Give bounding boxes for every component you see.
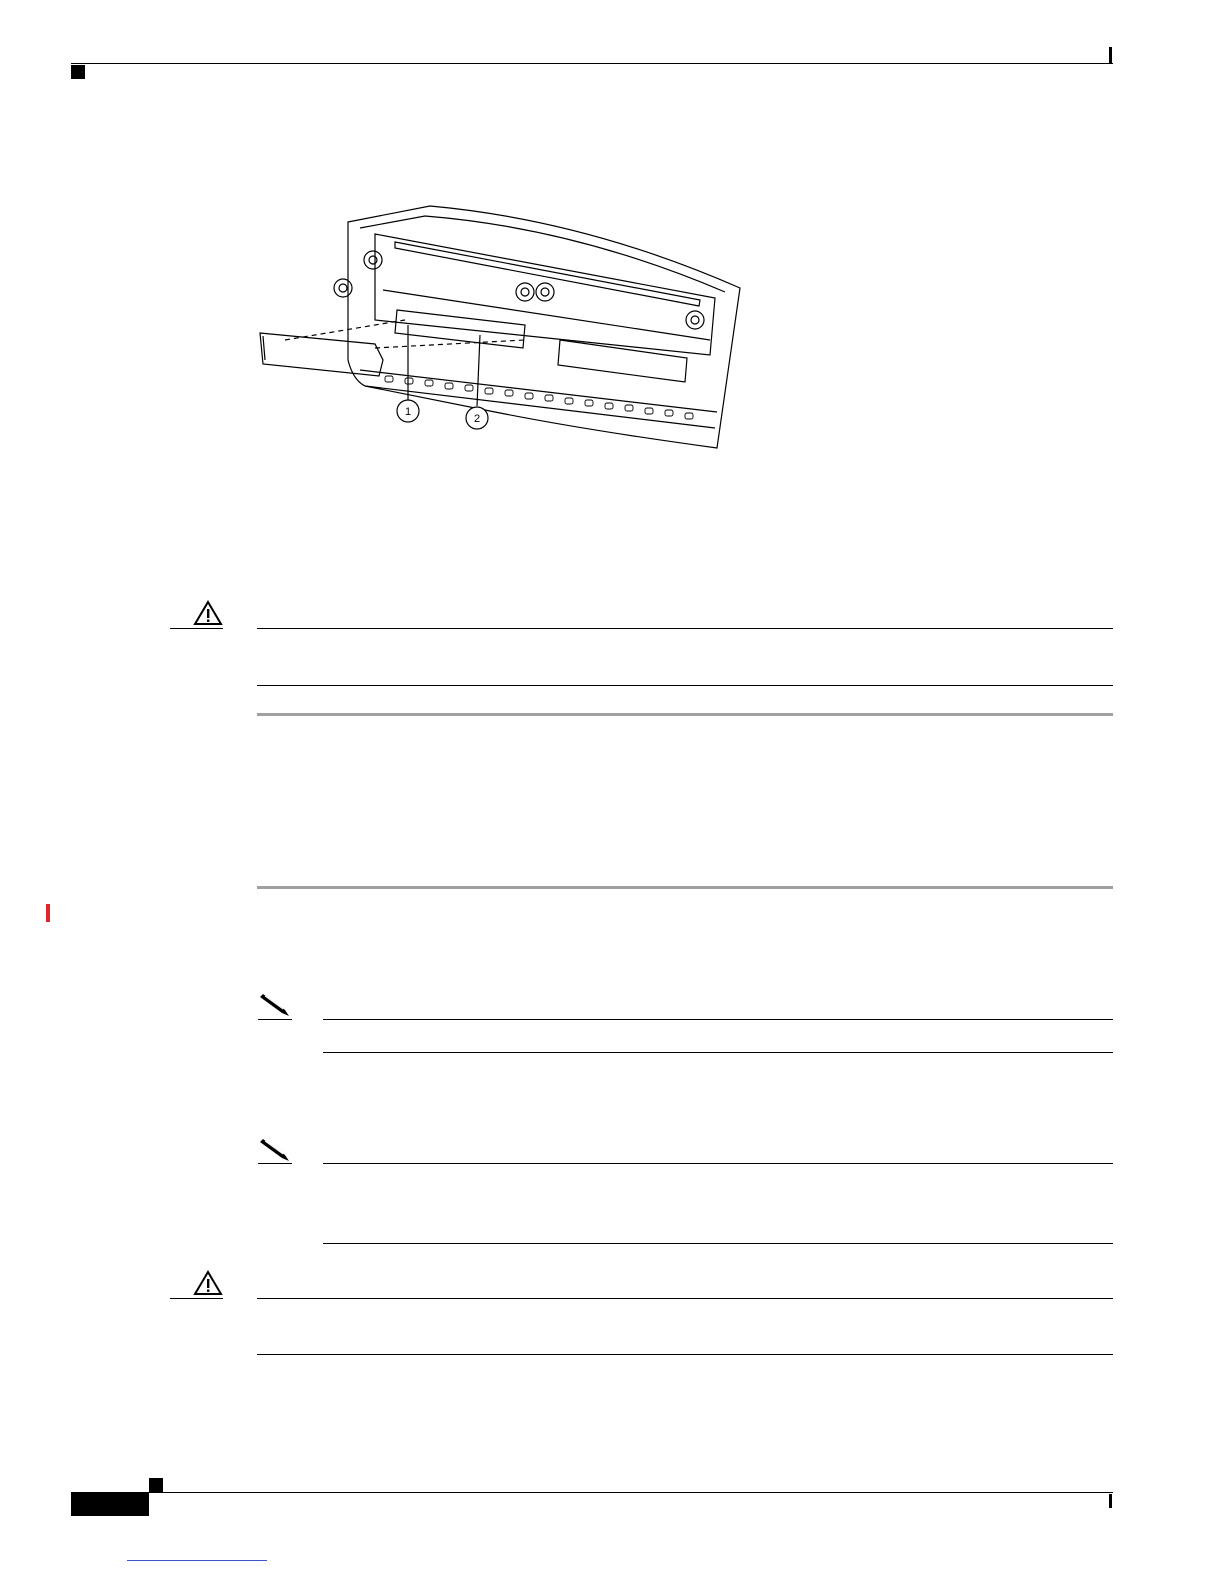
procedure-top-rule [257, 713, 1113, 716]
note-1-underline [258, 1019, 292, 1020]
svg-text:2: 2 [473, 413, 481, 425]
footer-rule [149, 1492, 1113, 1493]
callout-1 [397, 400, 419, 422]
note-2-underline [258, 1163, 292, 1164]
note-2-bottom-rule [323, 1243, 1113, 1244]
note-pencil-icon [259, 1135, 293, 1163]
footer-link[interactable] [127, 1546, 267, 1561]
procedure-bottom-rule [257, 886, 1113, 889]
caution-1-top-rule [257, 628, 1113, 629]
caution-2-top-rule [257, 1298, 1113, 1299]
note-pencil-icon [259, 990, 293, 1018]
header-rule [71, 63, 1113, 64]
header-end-tick [1109, 47, 1112, 63]
note-1-bottom-rule [323, 1052, 1113, 1053]
header-corner-mark [71, 65, 85, 79]
caution-1-bottom-rule [257, 685, 1113, 686]
change-bar [46, 904, 50, 922]
caution-1-underline [170, 628, 223, 629]
blank-faceplate [260, 333, 383, 376]
footer-end-tick [1109, 1494, 1112, 1508]
note-2-top-rule [323, 1163, 1113, 1164]
footer-page-tab [71, 1492, 149, 1516]
caution-2-underline [170, 1298, 223, 1299]
caution-triangle-icon [193, 1270, 223, 1296]
caution-2-bottom-rule [257, 1354, 1113, 1355]
footer-small-square [149, 1478, 163, 1492]
callout-2 [466, 407, 488, 429]
caution-triangle-icon [193, 600, 223, 626]
router-chassis-figure [255, 200, 755, 455]
svg-text:1: 1 [404, 406, 412, 418]
note-1-top-rule [323, 1019, 1113, 1020]
